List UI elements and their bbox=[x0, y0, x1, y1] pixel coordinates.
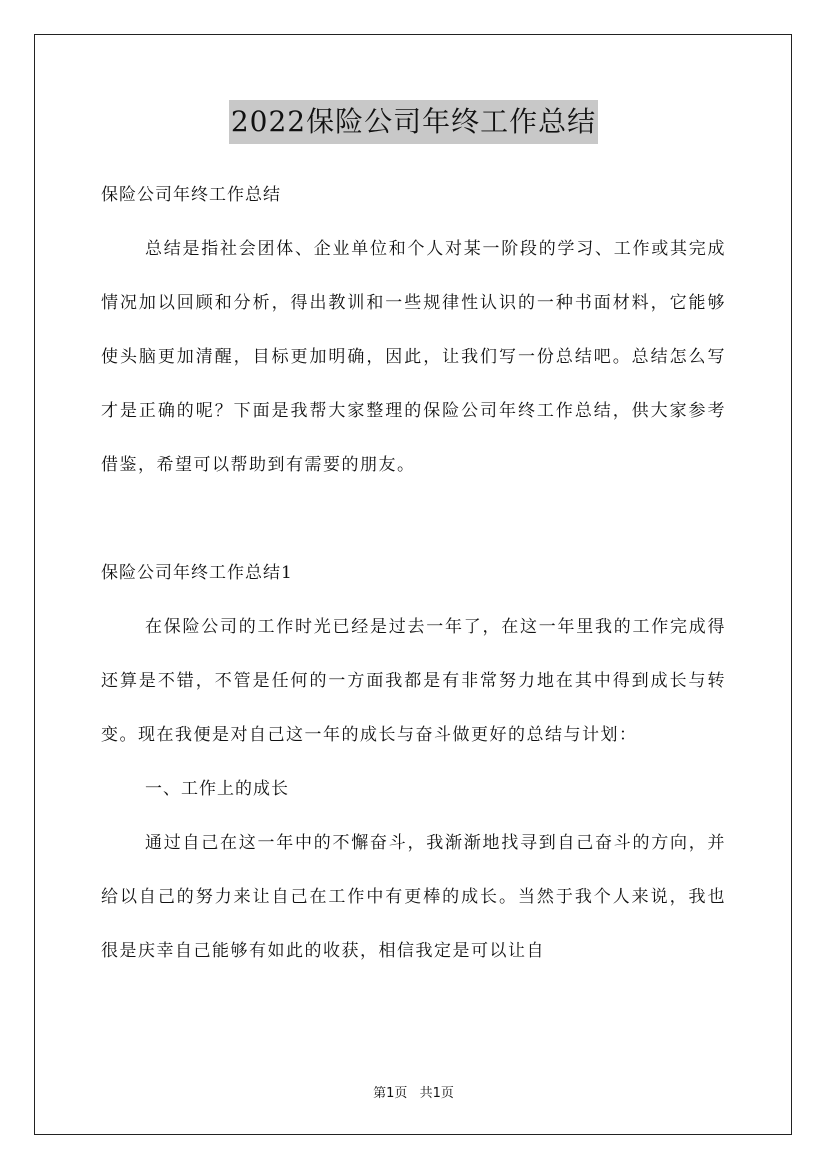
page-footer bbox=[0, 1082, 827, 1101]
document-body bbox=[101, 168, 726, 978]
section-heading: 保险公司年终工作总结1 bbox=[101, 563, 293, 583]
section-paragraph: 在保险公司的工作时光已经是过去一年了，在这一年里我的工作完成得还算是不错，不管是任何的一方面我都是有非常努力地在其中得到成长与转变。现在我便是对自己这一年的成长与奋斗做更好的总结与计划： bbox=[101, 617, 726, 745]
subsection-heading: 一、工作上的成长 bbox=[145, 779, 289, 799]
document-title: 2022保险公司年终工作总结 bbox=[229, 100, 598, 144]
intro-paragraph: 总结是指社会团体、企业单位和个人对某一阶段的学习、工作或其完成情况加以回顾和分析，得出教训和一些规律性认识的一种书面材料，它能够使头脑更加清醒，目标更加明确，因此，让我们写一份总结吧。总结怎么写才是正确的呢？下面是我帮大家整理的保险公司年终工作总结，供大家参考借鉴，希望可以帮助到有需要的朋友。 bbox=[101, 239, 726, 475]
subsection-paragraph: 通过自己在这一年中的不懈奋斗，我渐渐地找寻到自己奋斗的方向，并给以自己的努力来让自己在工作中有更棒的成长。当然于我个人来说，我也很是庆幸自己能够有如此的收获，相信我定是可以让自 bbox=[101, 833, 726, 961]
page-number: 第1页 bbox=[373, 1086, 408, 1101]
paragraph-spacer bbox=[101, 492, 726, 546]
page-total: 共1页 bbox=[419, 1086, 454, 1101]
title-container bbox=[0, 100, 827, 144]
main-heading: 保险公司年终工作总结 bbox=[101, 185, 281, 205]
